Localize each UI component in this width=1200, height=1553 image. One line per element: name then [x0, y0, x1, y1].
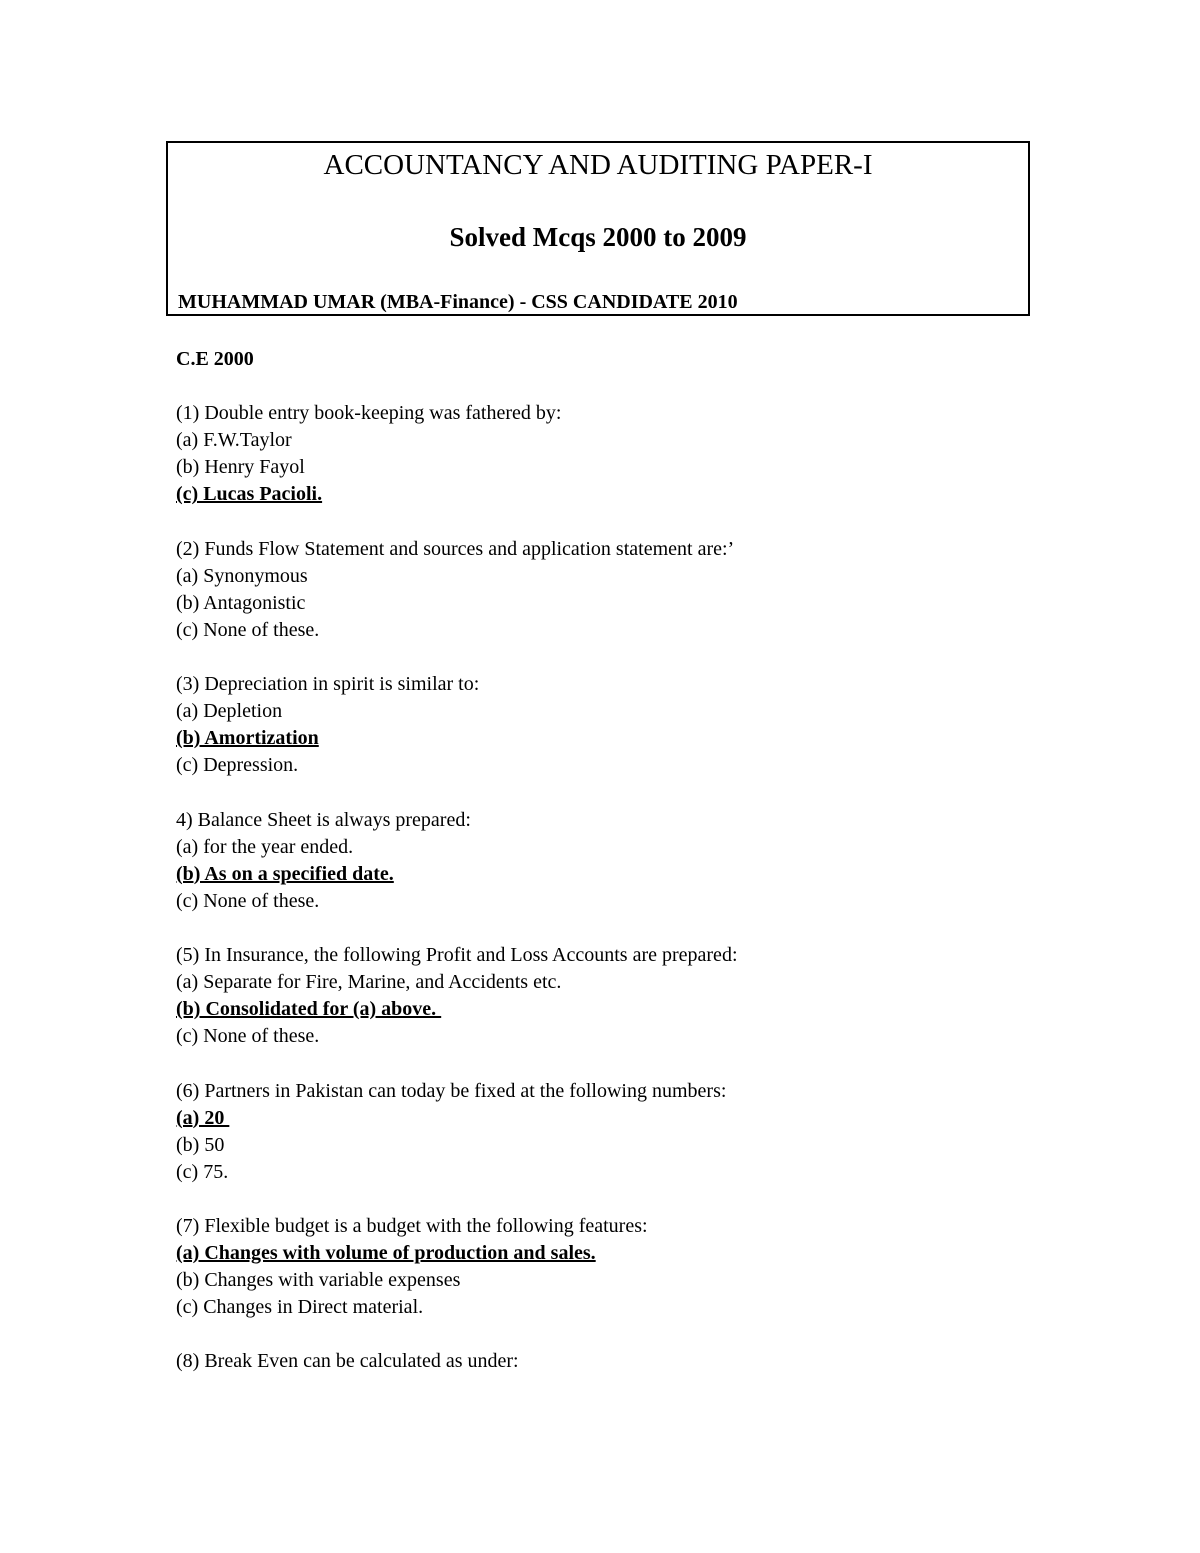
question-block: [176, 1348, 1076, 1375]
spacer: [176, 780, 1076, 807]
section-label: C.E 2000: [176, 348, 254, 370]
spacer: [176, 1321, 1076, 1348]
spacer: [176, 1050, 1076, 1077]
answer-option: (c) None of these.: [176, 618, 320, 641]
answer-option: (a) for the year ended.: [176, 835, 354, 858]
correct-answer-option: (b) As on a specified date.: [176, 862, 394, 885]
question-text: (1) Double entry book-keeping was fathered by:: [176, 402, 562, 425]
answer-option: (a) Depletion: [176, 700, 283, 723]
answer-option: (b) 50: [176, 1133, 225, 1156]
question-block: [176, 942, 1076, 1050]
question-text: (2) Funds Flow Statement and sources and application statement are:’: [176, 537, 735, 560]
question-block: [176, 400, 1076, 508]
correct-answer-option: (c) Lucas Pacioli.: [176, 483, 323, 506]
correct-answer-option: (b) Amortization: [176, 727, 319, 750]
question-text: (7) Flexible budget is a budget with the following features:: [176, 1215, 648, 1237]
answer-option: (b) Antagonistic: [176, 591, 306, 614]
question-block: [176, 1213, 1076, 1321]
question-text: (8) Break Even can be calculated as under:: [176, 1350, 519, 1373]
answer-option: (a) F.W.Taylor: [176, 429, 292, 452]
question-block: [176, 1078, 1076, 1186]
answer-option: (b) Changes with variable expenses: [176, 1269, 461, 1292]
document-author: MUHAMMAD UMAR (MBA-Finance) - CSS CANDIDATE 2010: [178, 291, 738, 313]
question-text: (3) Depreciation in spirit is similar to:: [176, 673, 480, 696]
spacer: [176, 915, 1076, 942]
correct-answer-option: (a) 20: [176, 1106, 230, 1129]
question-list: [176, 400, 1076, 1375]
question-block: [176, 807, 1076, 915]
correct-answer-option: (a) Changes with volume of production and sales.: [176, 1242, 596, 1265]
spacer: [176, 373, 1076, 400]
question-block: [176, 536, 1076, 644]
correct-answer-option: (b) Consolidated for (a) above.: [176, 998, 442, 1021]
spacer: [176, 509, 1076, 536]
answer-option: (c) Depression.: [176, 754, 299, 777]
document-subtitle: Solved Mcqs 2000 to 2009: [449, 222, 747, 252]
answer-option: (c) 75.: [176, 1160, 229, 1183]
mcq-content: [176, 346, 1076, 1376]
question-text: (5) In Insurance, the following Profit and Loss Accounts are prepared:: [176, 944, 738, 967]
answer-option: (a) Synonymous: [176, 564, 308, 587]
spacer: [176, 1186, 1076, 1213]
question-block: [176, 671, 1076, 779]
document-title: ACCOUNTANCY AND AUDITING PAPER-I: [323, 149, 873, 181]
answer-option: (c) None of these.: [176, 1025, 320, 1048]
question-text: 4) Balance Sheet is always prepared:: [176, 808, 471, 831]
question-text: (6) Partners in Pakistan can today be fixed at the following numbers:: [176, 1079, 727, 1102]
answer-option: (c) None of these.: [176, 889, 320, 912]
answer-option: (b) Henry Fayol: [176, 456, 305, 479]
spacer: [176, 644, 1076, 671]
answer-option: (c) Changes in Direct material.: [176, 1296, 424, 1319]
answer-option: (a) Separate for Fire, Marine, and Accidents etc.: [176, 971, 562, 994]
header-box: [166, 141, 1030, 316]
